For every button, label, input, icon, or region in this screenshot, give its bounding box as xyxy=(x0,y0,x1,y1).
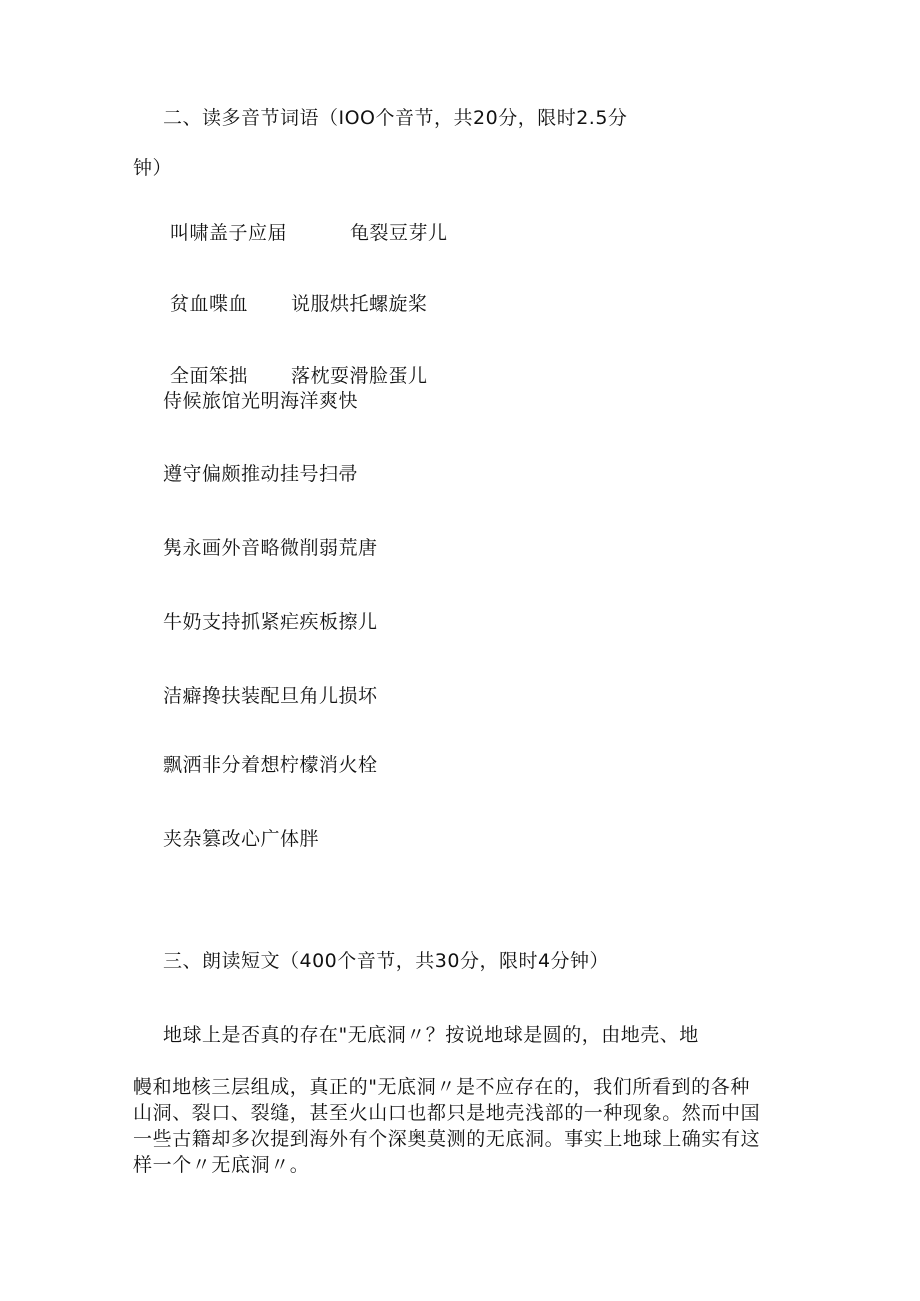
word-row-3-left: 全面笨拙 xyxy=(170,365,249,387)
word-line: 侍候旅馆光明海洋爽快 xyxy=(163,390,359,412)
passage-body xyxy=(133,1074,783,1178)
passage-line: 幔和地核三层组成，真正的"无底洞〃是不应存在的，我们所看到的各种 xyxy=(133,1076,750,1098)
word-row-1-left: 叫啸盖子应届 xyxy=(170,222,288,244)
word-line: 牛奶支持抓紧疟疾板擦儿 xyxy=(163,611,378,633)
word-line: 隽永画外音略微削弱荒唐 xyxy=(163,537,378,559)
word-row-2-right: 说服烘托螺旋桨 xyxy=(291,293,428,315)
section3-heading: 三、朗读短文（400个音节，共30分，限时4分钟） xyxy=(163,950,610,972)
word-row-3-right: 落枕耍滑脸蛋儿 xyxy=(291,365,428,387)
passage-first-line: 地球上是否真的存在"无底洞〃？按说地球是圆的，由地壳、地 xyxy=(163,1024,699,1046)
word-line: 夹杂篡改心广体胖 xyxy=(163,828,320,850)
word-row-2-left: 贫血喋血 xyxy=(170,293,249,315)
word-line: 飘洒非分着想柠檬消火栓 xyxy=(163,754,378,776)
word-row-1-right: 龟裂豆芽儿 xyxy=(350,222,448,244)
section2-heading-line2: 钟） xyxy=(133,157,173,179)
section2-heading-line1: 二、读多音节词语（IOO个音节，共20分，限时2.5分 xyxy=(163,107,628,129)
word-line: 洁癖搀扶装配旦角儿损坏 xyxy=(163,685,378,707)
word-line: 遵守偏颇推动挂号扫帚 xyxy=(163,463,359,485)
passage-line: 样一个〃无底洞〃。 xyxy=(133,1154,310,1176)
passage-line: 一些古籍却多次提到海外有个深奥莫测的无底洞。事实上地球上确实有这 xyxy=(133,1128,761,1150)
passage-line: 山洞、裂口、裂缝，甚至火山口也都只是地壳浅部的一种现象。然而中国 xyxy=(133,1102,761,1124)
